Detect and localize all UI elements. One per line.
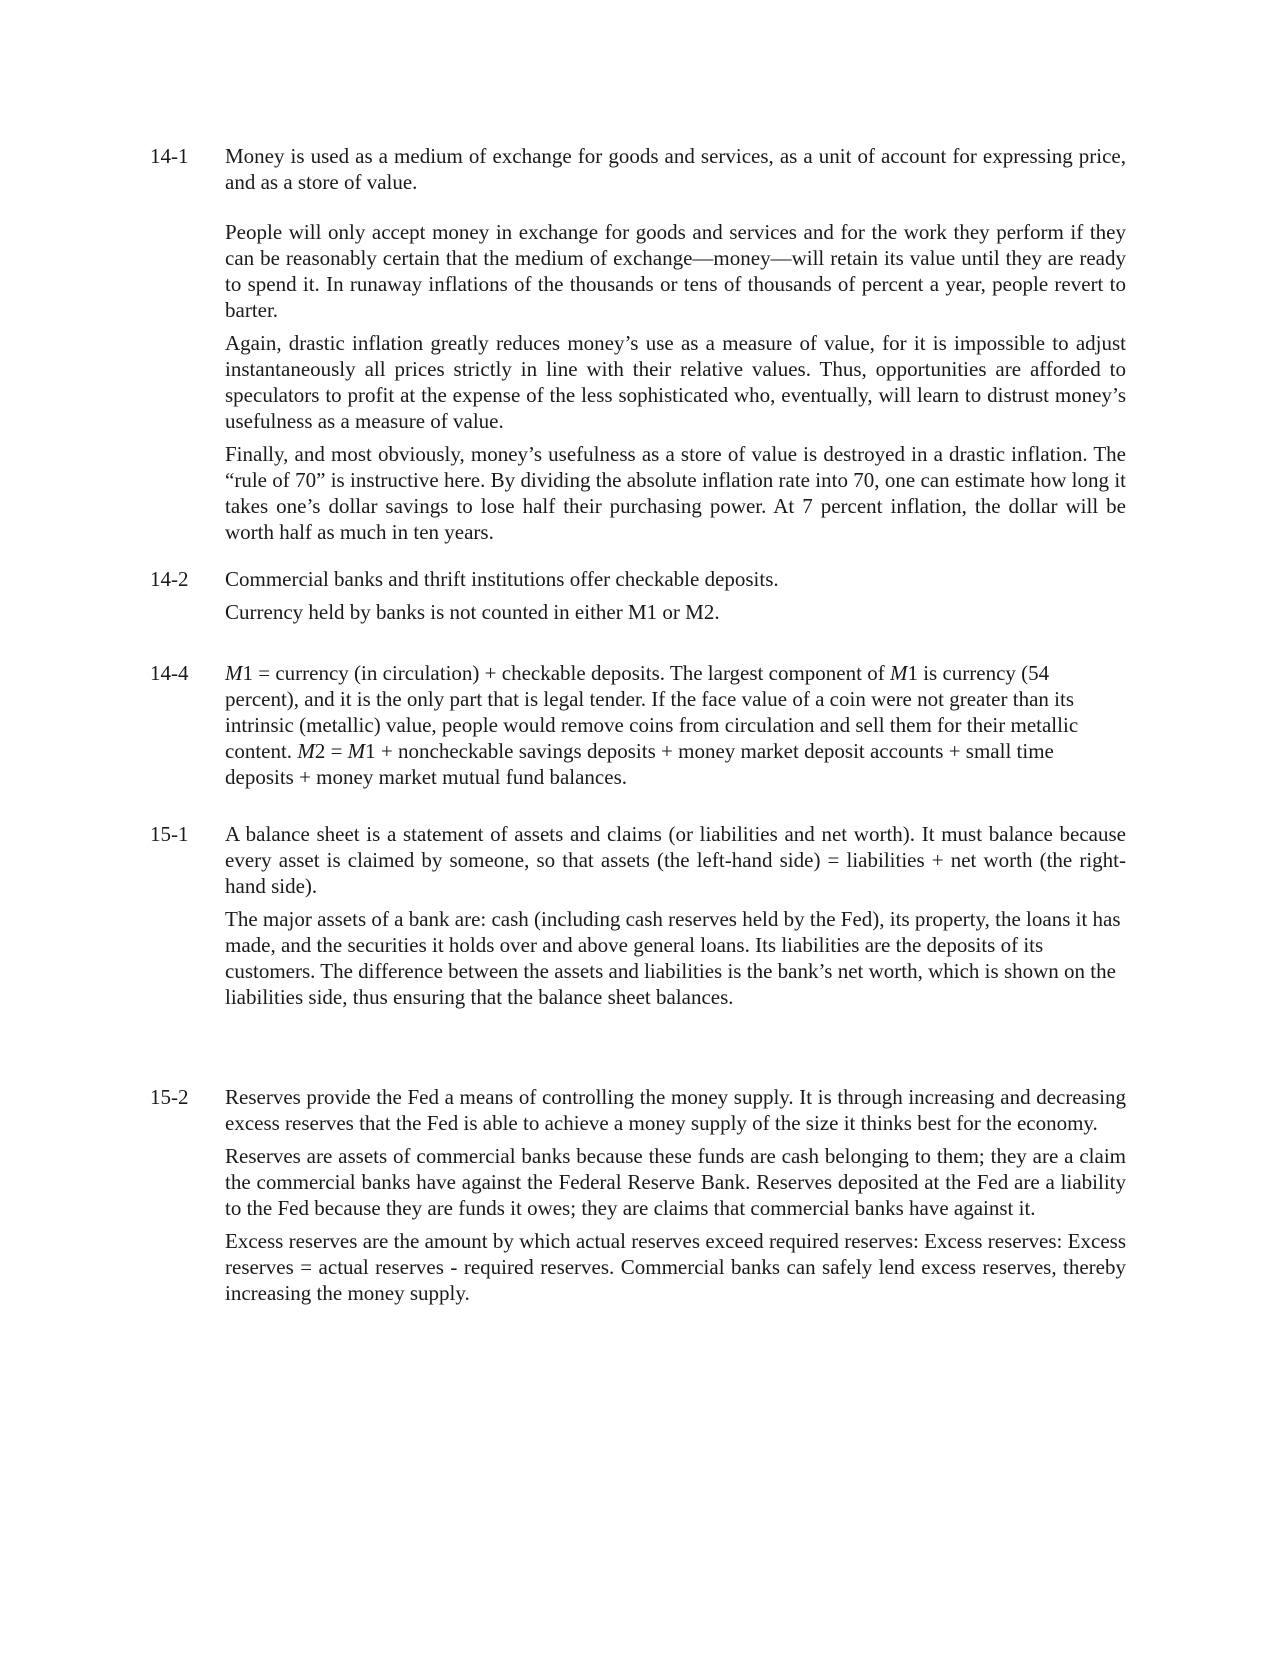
text-run: 2 = xyxy=(314,739,348,763)
paragraph: Reserves provide the Fed a means of controlling the money supply. It is through increasing and decreasing excess reserves that the Fed is able to achieve a money supply of the size it thinks best for the economy. xyxy=(225,1085,1126,1135)
paragraph xyxy=(225,660,1126,790)
answer-body xyxy=(225,821,1126,1017)
item-number: 14-2 xyxy=(150,567,189,591)
text-run: 1 is currency (54 percent), and it is the only part that is legal tender. If the face value of a coin were not greater than its intrinsic (metallic) value, people would remove coins from circulation and sell them for their metallic content. xyxy=(225,661,1079,763)
answer-body xyxy=(225,1084,1126,1313)
answer-body xyxy=(225,660,1126,797)
item-number: 14-1 xyxy=(150,144,189,168)
text-run: 1 + noncheckable savings deposits + money market deposit accounts + small time deposits + money market mutual fund balances. xyxy=(225,739,1054,789)
paragraph: Finally, and most obviously, money’s usefulness as a store of value is destroyed in a drastic inflation. The “rule of 70” is instructive here. By dividing the absolute inflation rate into 70, one can estimate how long it takes one’s dollar savings to lose half their purchasing power. At 7 percent inflation, the dollar will be worth half as much in ten years. xyxy=(225,442,1126,544)
paragraph: People will only accept money in exchange for goods and services and for the work they perform if they can be reasonably certain that the medium of exchange—money—will retain its value until they are ready to spend it. In runaway inflations of the thousands or tens of thousands of percent a year, people revert to barter. xyxy=(225,220,1126,322)
paragraph: A balance sheet is a statement of assets and claims (or liabilities and net worth). It must balance because every asset is claimed by someone, so that assets (the left-hand side) = liabilities + net worth (the right-hand side). xyxy=(225,822,1126,898)
paragraph: Again, drastic inflation greatly reduces money’s use as a measure of value, for it is impossible to adjust instantaneously all prices strictly in line with their relative values. Thus, opportunities are afforded to speculators to profit at the expense of the less sophisticated who, eventually, will learn to distrust money’s usefulness as a measure of value. xyxy=(225,331,1126,433)
paragraph: Commercial banks and thrift institutions offer checkable deposits. xyxy=(225,567,779,591)
paragraph: The major assets of a bank are: cash (including cash reserves held by the Fed), its property, the loans it has made, and the securities it holds over and above general loans. Its liabilities are the deposits of its customers. The difference between the assets and liabilities is the bank’s net worth, which is shown on the liabilities side, thus ensuring that the balance sheet balances. xyxy=(225,907,1121,1009)
symbol-m: M xyxy=(297,739,315,763)
answer-body xyxy=(225,566,1126,632)
item-number: 15-2 xyxy=(150,1085,189,1109)
paragraph: Currency held by banks is not counted in either M1 or M2. xyxy=(225,600,720,624)
paragraph: Excess reserves are the amount by which actual reserves exceed required reserves: Excess reserves: Excess reserves = actual reserves - required reserves. Commercial banks can safely lend excess reserves, thereby increasing the money supply. xyxy=(225,1229,1126,1305)
item-number: 15-1 xyxy=(150,822,189,846)
item-number: 14-4 xyxy=(150,661,189,685)
text-run: 1 = currency (in circulation) + checkable deposits. The largest component of xyxy=(242,661,890,685)
paragraph: Money is used as a medium of exchange for goods and services, as a unit of account for expressing price, and as a store of value. xyxy=(225,144,1126,194)
symbol-m: M xyxy=(889,661,908,685)
symbol-m: M xyxy=(347,739,366,763)
paragraph: Reserves are assets of commercial banks because these funds are cash belonging to them; they are a claim the commercial banks have against the Federal Reserve Bank. Reserves deposited at the Fed are a liability to the Fed because they are funds it owes; they are claims that commercial banks have against it. xyxy=(225,1144,1126,1220)
answer-body xyxy=(225,143,1126,552)
symbol-m: M xyxy=(225,661,243,685)
